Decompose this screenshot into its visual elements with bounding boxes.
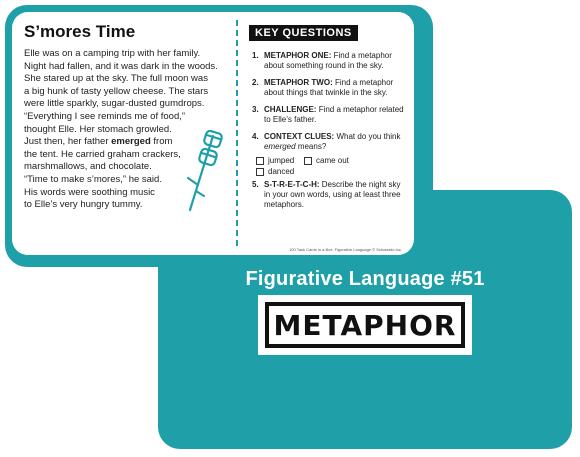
question-number: 4. xyxy=(252,132,259,141)
story-line: She stared up at the sky. The full moon was xyxy=(24,73,208,85)
question-number: 2. xyxy=(252,78,259,87)
story-line: thought Elle. Her stomach growled. xyxy=(24,123,172,135)
question-number: 3. xyxy=(252,105,259,114)
marshmallow-stick-icon xyxy=(182,130,230,214)
question-5 xyxy=(252,180,404,210)
option-came-out[interactable] xyxy=(304,156,349,165)
option-label: jumped xyxy=(268,156,295,165)
checkbox[interactable] xyxy=(304,157,312,165)
question-text: Find a metaphor related to Elle’s father. xyxy=(264,105,404,124)
question-label: CHALLENGE: xyxy=(264,105,317,114)
question-text: Describe the night sky in your own words, using at least three metaphors. xyxy=(264,180,401,209)
story-line: His words were soothing music xyxy=(24,186,155,198)
question-text: Find a metaphor about something round in the sky. xyxy=(264,51,392,70)
option-danced[interactable] xyxy=(256,167,294,176)
option-jumped[interactable] xyxy=(256,156,294,165)
option-label: danced xyxy=(268,167,295,176)
story-line: marshmallows, and chocolate. xyxy=(24,161,152,173)
story-line-part: from xyxy=(153,136,173,148)
checkbox[interactable] xyxy=(256,157,264,165)
question-text: What do you think xyxy=(336,132,401,141)
emphasized-word: emerged xyxy=(111,136,151,148)
front-card-panel xyxy=(12,12,414,255)
story-line-part: Just then, her father xyxy=(24,136,109,148)
story-line: to Elle’s very hungry tummy. xyxy=(24,199,143,211)
metaphor-label-box xyxy=(258,295,472,355)
question-italic-word: emerged xyxy=(264,142,296,151)
question-label: S-T-R-E-T-C-H: xyxy=(264,180,320,189)
story-line: Elle was on a camping trip with her family. xyxy=(24,48,201,59)
question-text: means? xyxy=(297,142,327,151)
story-title: S’mores Time xyxy=(24,22,136,41)
question-number: 1. xyxy=(252,51,259,60)
checkbox[interactable] xyxy=(256,168,264,176)
question-4 xyxy=(252,132,404,152)
question-text: Find a metaphor about things that twinkle in the sky. xyxy=(264,78,394,97)
metaphor-label: METAPHOR xyxy=(265,302,465,348)
front-card xyxy=(5,5,433,267)
question-1 xyxy=(252,51,404,71)
question-number: 5. xyxy=(252,180,259,189)
question-label: METAPHOR ONE: xyxy=(264,51,332,60)
story-line: the tent. He carried graham crackers, xyxy=(24,148,181,160)
option-label: came out xyxy=(316,156,349,165)
key-questions-heading: KEY QUESTIONS xyxy=(249,25,358,41)
story-line: Night had fallen, and it was dark in the woods. xyxy=(24,60,218,72)
story-line: were little sparkly, sugar-dusted gumdrops. xyxy=(24,98,205,110)
story-line: “Time to make s’mores,” he said. xyxy=(24,173,162,185)
story-line: “Everything I see reminds me of food,” xyxy=(24,110,186,122)
question-label: CONTEXT CLUES: xyxy=(264,132,335,141)
card-divider xyxy=(236,20,238,246)
question-3 xyxy=(252,105,404,125)
story-line: a big hunk of tasty yellow cheese. The stars xyxy=(24,85,209,97)
question-label: METAPHOR TWO: xyxy=(264,78,333,87)
back-card-title: Figurative Language #51 xyxy=(245,268,485,290)
copyright-credit: 100 Task Cards in a Box: Figurative Language © Scholastic Inc. xyxy=(289,247,402,252)
question-2 xyxy=(252,78,404,98)
